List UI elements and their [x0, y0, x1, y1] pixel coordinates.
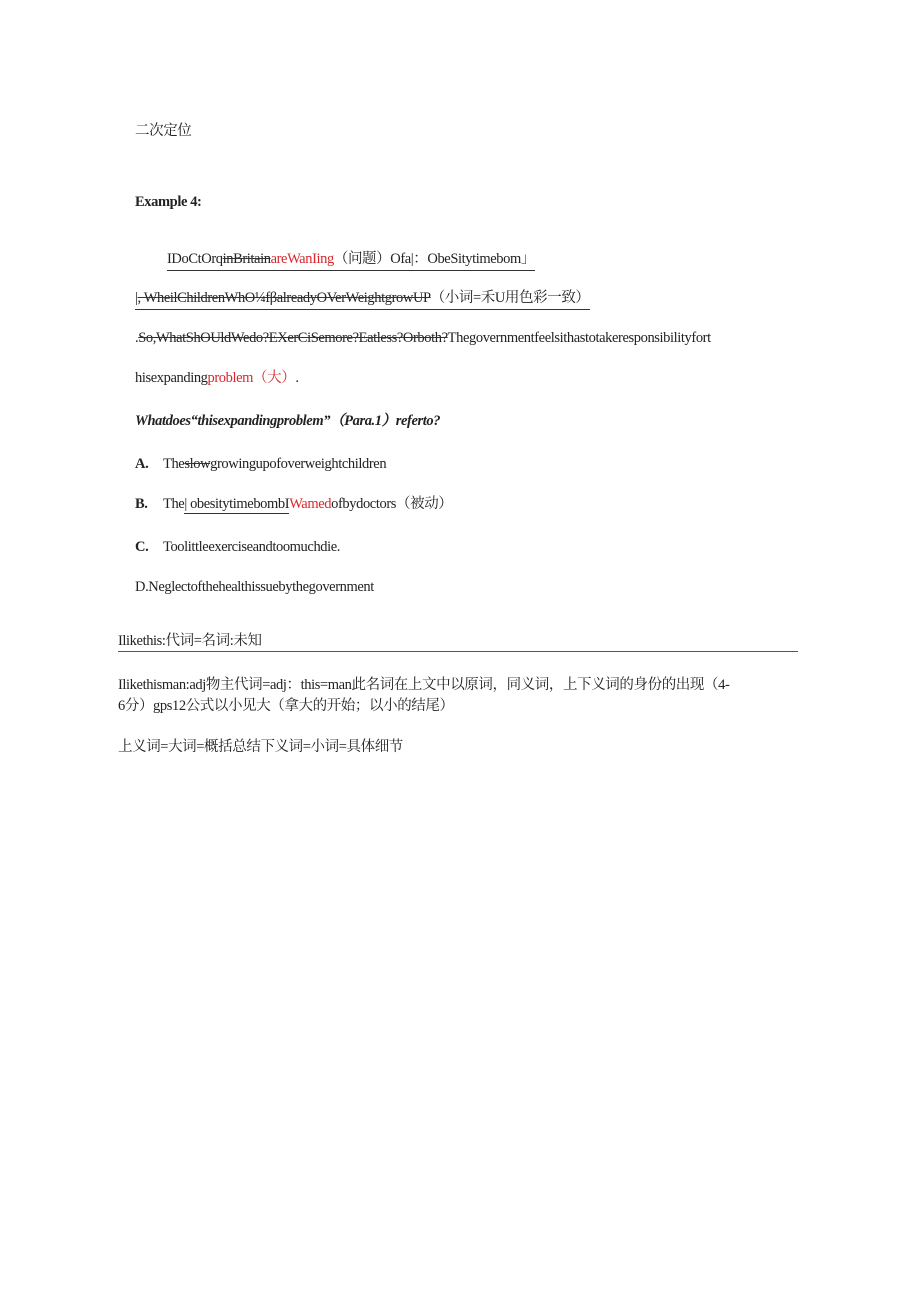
option-letter: B. [135, 496, 148, 512]
strikethrough-text: So,WhatShOUldWedo?EXerCiSemore?Eatless?Orboth? [138, 330, 448, 346]
highlighted-text: Wamed [289, 496, 332, 512]
option-d [135, 577, 374, 597]
option-letter: C. [135, 539, 149, 555]
highlighted-text: areWanIing [270, 251, 334, 267]
strikethrough-text: inBritain [222, 251, 271, 267]
note-2-line-1: Ilikethisman:adj物主代词=adj：this=man此名词在上文中以原词，同义词，上下义词的身份的出现（4- [118, 677, 730, 693]
passage-line-4 [135, 368, 299, 388]
option-b [135, 494, 452, 514]
passage-text: Thegovernmentfeelsithastotakeresponsibilityfort [447, 330, 711, 346]
option-text: growingupofoverweightchildren [210, 456, 387, 472]
option-letter: D. [135, 579, 149, 595]
annotation-text: （小词=禾U用色彩一致） [430, 290, 590, 306]
example-label: Example 4: [135, 194, 202, 210]
option-c [135, 537, 340, 557]
passage-text: | [135, 290, 138, 306]
note-2-line-2: 6分）gps12公式以小见大（拿大的开始；以小的结尾） [118, 698, 454, 714]
question-text: Whatdoes“thisexpandingproblem”（Para.1）referto? [135, 413, 441, 429]
passage-line-1 [167, 249, 535, 271]
passage-line-3 [135, 328, 711, 348]
option-text: The [163, 496, 185, 512]
passage-line-2 [135, 288, 590, 310]
strikethrough-text: slow [184, 456, 211, 472]
note-1: Ilikethis:代词=名词:未知 [118, 633, 262, 649]
option-text: Toolittleexerciseandtoomuchdie. [163, 539, 341, 555]
passage-text: . [295, 370, 299, 386]
section-heading: 二次定位 [135, 123, 192, 139]
option-a [135, 454, 386, 474]
highlighted-text: problem（大） [207, 370, 296, 386]
underlined-text: | obesitytimebombI [184, 496, 290, 512]
passage-text: hisexpanding [135, 370, 208, 386]
option-text: Neglectofthehealthissuebythegovernment [148, 579, 374, 595]
passage-text: IDoCtOrq [167, 251, 223, 267]
strikethrough-text: , WheilChildrenWhO¼fβalreadyOVerWeightgrowUP [137, 290, 431, 306]
option-letter: A. [135, 456, 149, 472]
option-text: ofbydoctors（被动） [331, 496, 453, 512]
option-text: The [163, 456, 185, 472]
horizontal-rule [118, 651, 798, 652]
passage-text: . [135, 330, 139, 346]
passage-text: （问题）Ofa|：ObeSitytimebom」 [333, 251, 535, 267]
note-3: 上义词=大词=概括总结下义词=小词=具体细节 [118, 739, 403, 755]
